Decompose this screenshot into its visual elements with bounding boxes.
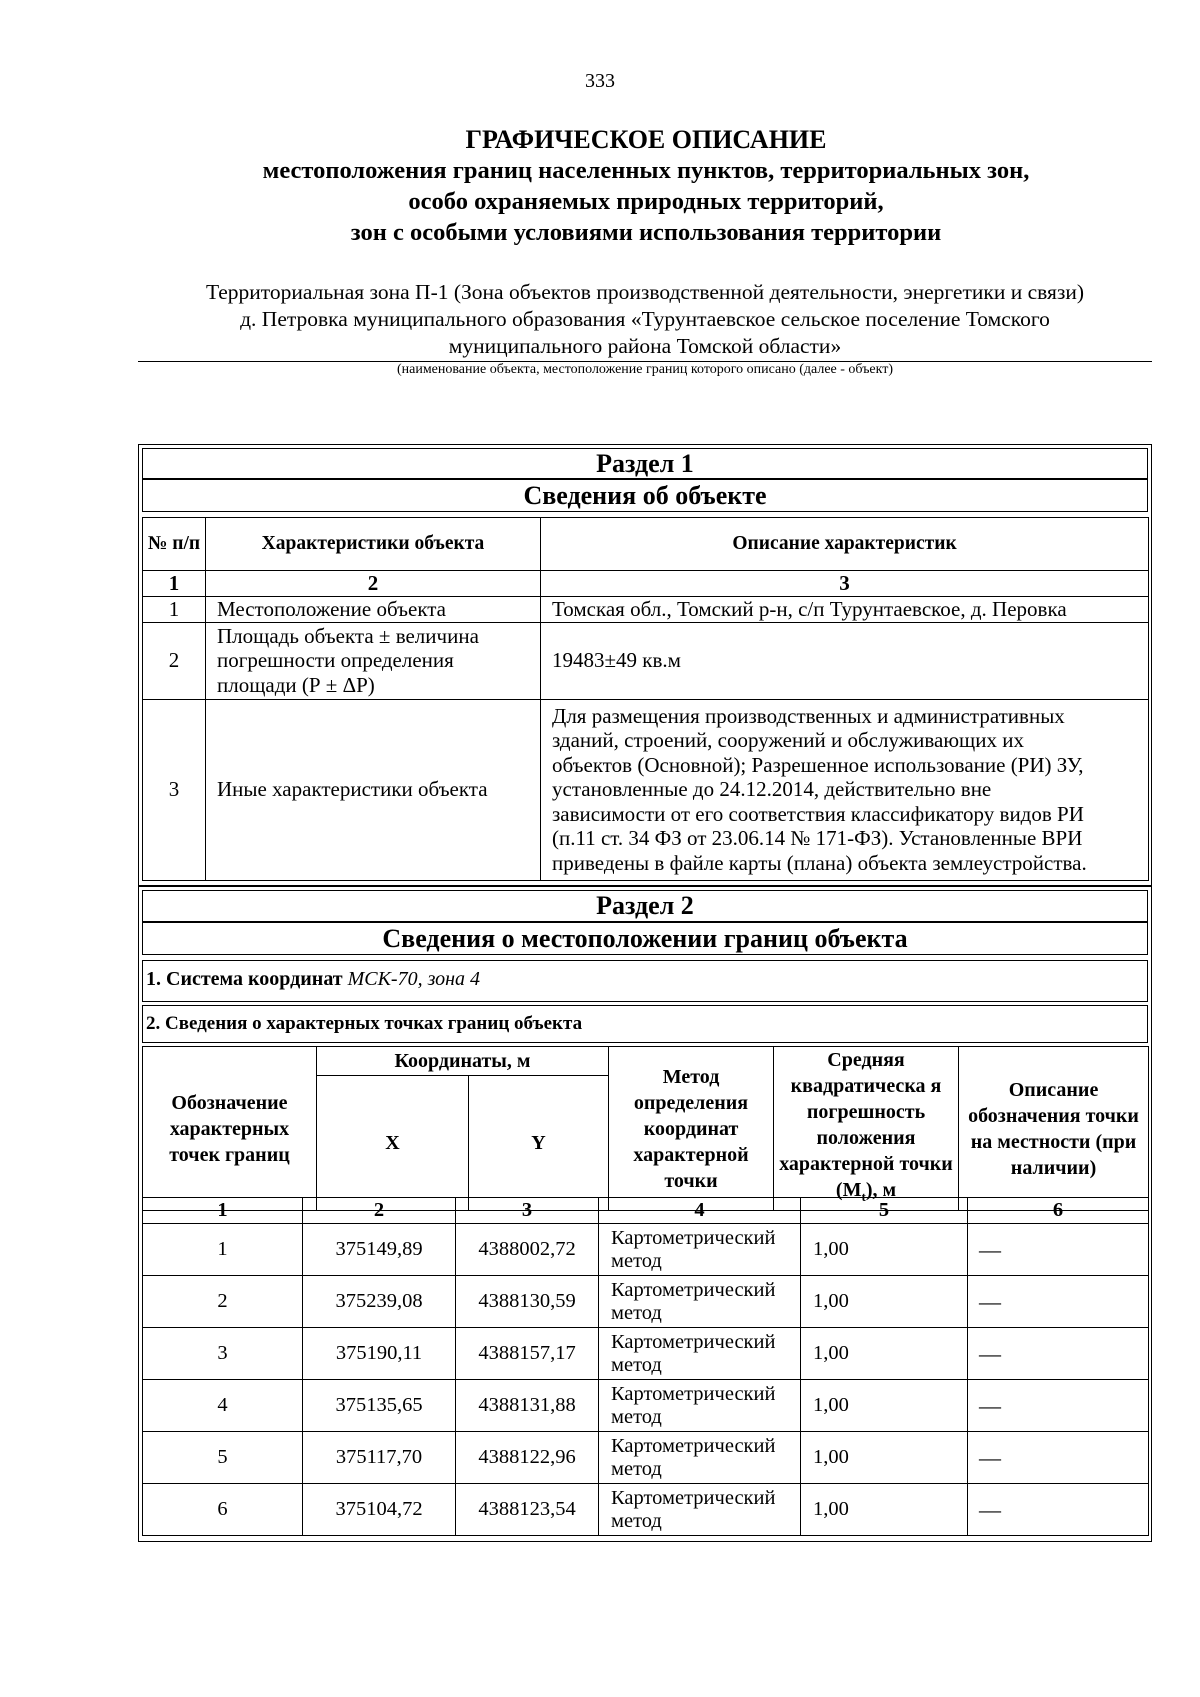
title-line-2: особо охраняемых природных территорий, <box>408 188 884 215</box>
row-name: Иные характеристики объекта <box>206 699 541 880</box>
point-description: — <box>968 1276 1149 1328</box>
row-value: Томская обл., Томский р-н, с/п Турунтаевское, д. Перовка <box>541 596 1149 622</box>
row-name-line: погрешности определения <box>217 648 454 673</box>
point-accuracy: 1,00 <box>801 1224 968 1276</box>
header-description: Описание характеристик <box>541 518 1149 571</box>
point-y: 4388130,59 <box>456 1276 599 1328</box>
index-cell: 5 <box>801 1198 968 1224</box>
points-label: 2. Сведения о характерных точках границ объекта <box>146 1013 583 1034</box>
point-description: — <box>968 1380 1149 1432</box>
row-value: 19483±49 кв.м <box>541 622 1149 699</box>
index-cell: 3 <box>456 1198 599 1224</box>
row-value-line: Для размещения производственных и административных <box>552 703 1065 728</box>
point-y: 4388123,54 <box>456 1484 599 1536</box>
point-y: 4388157,17 <box>456 1328 599 1380</box>
coord-system-label: 1. Система координат <box>146 968 343 990</box>
table-row <box>143 1484 1149 1536</box>
section-1-title: Раздел 1 <box>142 448 1148 479</box>
method-line: Картометрический <box>611 1278 776 1301</box>
header-coords: Координаты, м <box>317 1047 609 1076</box>
point-accuracy: 1,00 <box>801 1484 968 1536</box>
page-number: 333 <box>585 70 615 92</box>
point-x: 375149,89 <box>303 1224 456 1276</box>
section-1-subtitle: Сведения об объекте <box>142 479 1148 512</box>
point-y: 4388131,88 <box>456 1380 599 1432</box>
header-y: Y <box>469 1075 609 1210</box>
method-line: метод <box>611 1509 662 1532</box>
point-description: — <box>968 1484 1149 1536</box>
row-value-line: установленные до 24.12.2014, действительно вне <box>552 777 992 802</box>
point-accuracy: 1,00 <box>801 1276 968 1328</box>
section-2-subtitle: Сведения о местоположении границ объекта <box>142 922 1148 955</box>
points-table-header <box>142 1046 1149 1211</box>
header-description: Описание обозначения точки на местности (при наличии) <box>959 1047 1149 1211</box>
point-description: — <box>968 1432 1149 1484</box>
table-row <box>143 1224 1149 1276</box>
row-name: Местоположение объекта <box>206 596 541 622</box>
points-table <box>142 1197 1149 1536</box>
row-name-line: площади (Р ± ΔР) <box>217 672 375 697</box>
index-cell: 1 <box>143 571 206 597</box>
method-line: метод <box>611 1457 662 1480</box>
method-line: Картометрический <box>611 1486 776 1509</box>
header-method: Метод определения координат характерной точки <box>609 1047 774 1211</box>
point-method <box>599 1328 801 1380</box>
table-row <box>143 1432 1149 1484</box>
coord-system <box>146 968 480 991</box>
object-info-table <box>142 517 1149 881</box>
row-value-line: зависимости от его соответствия классификатору видов РИ <box>552 801 1084 826</box>
object-line-1: Территориальная зона П-1 (Зона объектов производственной деятельности, энергетики и связи) <box>205 280 1085 304</box>
row-num: 1 <box>143 596 206 622</box>
point-y: 4388002,72 <box>456 1224 599 1276</box>
object-name <box>138 279 1152 360</box>
point-x: 375239,08 <box>303 1276 456 1328</box>
object-line-3: муниципального района Томской области» <box>448 334 842 358</box>
point-method <box>599 1380 801 1432</box>
point-method <box>599 1484 801 1536</box>
header-x: X <box>317 1075 469 1210</box>
point-id: 6 <box>143 1484 303 1536</box>
point-accuracy: 1,00 <box>801 1380 968 1432</box>
header-accuracy-part: я погрешность положения характерной <box>779 1075 942 1175</box>
point-description: — <box>968 1328 1149 1380</box>
title-main: ГРАФИЧЕСКОЕ ОПИСАНИЕ <box>465 125 827 154</box>
index-cell: 2 <box>303 1198 456 1224</box>
index-cell: 1 <box>143 1198 303 1224</box>
row-value-line: объектов (Основной); Разрешенное использование (РИ) ЗУ, <box>552 752 1084 777</box>
point-accuracy: 1,00 <box>801 1328 968 1380</box>
table-row <box>143 1276 1149 1328</box>
method-line: метод <box>611 1405 662 1428</box>
row-value <box>541 699 1149 880</box>
row-value-line: зданий, строений, сооружений и обслуживающих их <box>552 728 1024 753</box>
object-line-2: д. Петровка муниципального образования «Турунтаевское сельское поселение Томского <box>240 307 1050 331</box>
section-2-title: Раздел 2 <box>142 890 1148 922</box>
method-line: Картометрический <box>611 1226 776 1249</box>
document-title <box>140 124 1152 248</box>
row-num: 3 <box>143 699 206 880</box>
header-accuracy-part: Средняя квадратическа <box>790 1049 926 1097</box>
method-line: Картометрический <box>611 1330 776 1353</box>
point-id: 2 <box>143 1276 303 1328</box>
point-description: — <box>968 1224 1149 1276</box>
method-line: метод <box>611 1249 662 1272</box>
point-id: 4 <box>143 1380 303 1432</box>
row-name-line: Площадь объекта ± величина <box>217 623 479 648</box>
title-line-1: местоположения границ населенных пунктов, территориальных зон, <box>262 157 1030 184</box>
point-method <box>599 1224 801 1276</box>
header-num: № п/п <box>143 518 206 571</box>
method-line: метод <box>611 1353 662 1376</box>
method-line: Картометрический <box>611 1434 776 1457</box>
coord-system-value: МСК-70, зона 4 <box>347 968 481 990</box>
point-y: 4388122,96 <box>456 1432 599 1484</box>
header-characteristics: Характеристики объекта <box>206 518 541 571</box>
row-value-line: приведены в файле карты (плана) объекта землеустройства. <box>552 850 1087 875</box>
point-x: 375117,70 <box>303 1432 456 1484</box>
header-accuracy-part: точки (M <box>835 1153 953 1201</box>
index-cell: 4 <box>599 1198 801 1224</box>
point-method <box>599 1432 801 1484</box>
point-x: 375135,65 <box>303 1380 456 1432</box>
title-line-3: зон с особыми условиями использования территории <box>350 219 942 246</box>
point-id: 1 <box>143 1224 303 1276</box>
header-accuracy-part: ), м <box>865 1179 897 1201</box>
header-accuracy-sub: t <box>861 1189 866 1204</box>
header-designation: Обозначение характерных точек границ <box>143 1047 317 1211</box>
index-cell: 3 <box>541 571 1149 597</box>
point-x: 375190,11 <box>303 1328 456 1380</box>
point-id: 3 <box>143 1328 303 1380</box>
row-name <box>206 622 541 699</box>
point-x: 375104,72 <box>303 1484 456 1536</box>
table-row <box>143 1380 1149 1432</box>
method-line: метод <box>611 1301 662 1324</box>
point-method <box>599 1276 801 1328</box>
object-caption: (наименование объекта, местоположение границ которого описано (далее - объект) <box>396 362 894 377</box>
point-accuracy: 1,00 <box>801 1432 968 1484</box>
row-value-line: (п.11 ст. 34 ФЗ от 23.06.14 № 171-ФЗ). Установленные ВРИ <box>552 826 1083 851</box>
table-row <box>143 1328 1149 1380</box>
row-num: 2 <box>143 622 206 699</box>
header-accuracy <box>774 1047 959 1211</box>
method-line: Картометрический <box>611 1382 776 1405</box>
index-cell: 6 <box>968 1198 1149 1224</box>
point-id: 5 <box>143 1432 303 1484</box>
index-cell: 2 <box>206 571 541 597</box>
